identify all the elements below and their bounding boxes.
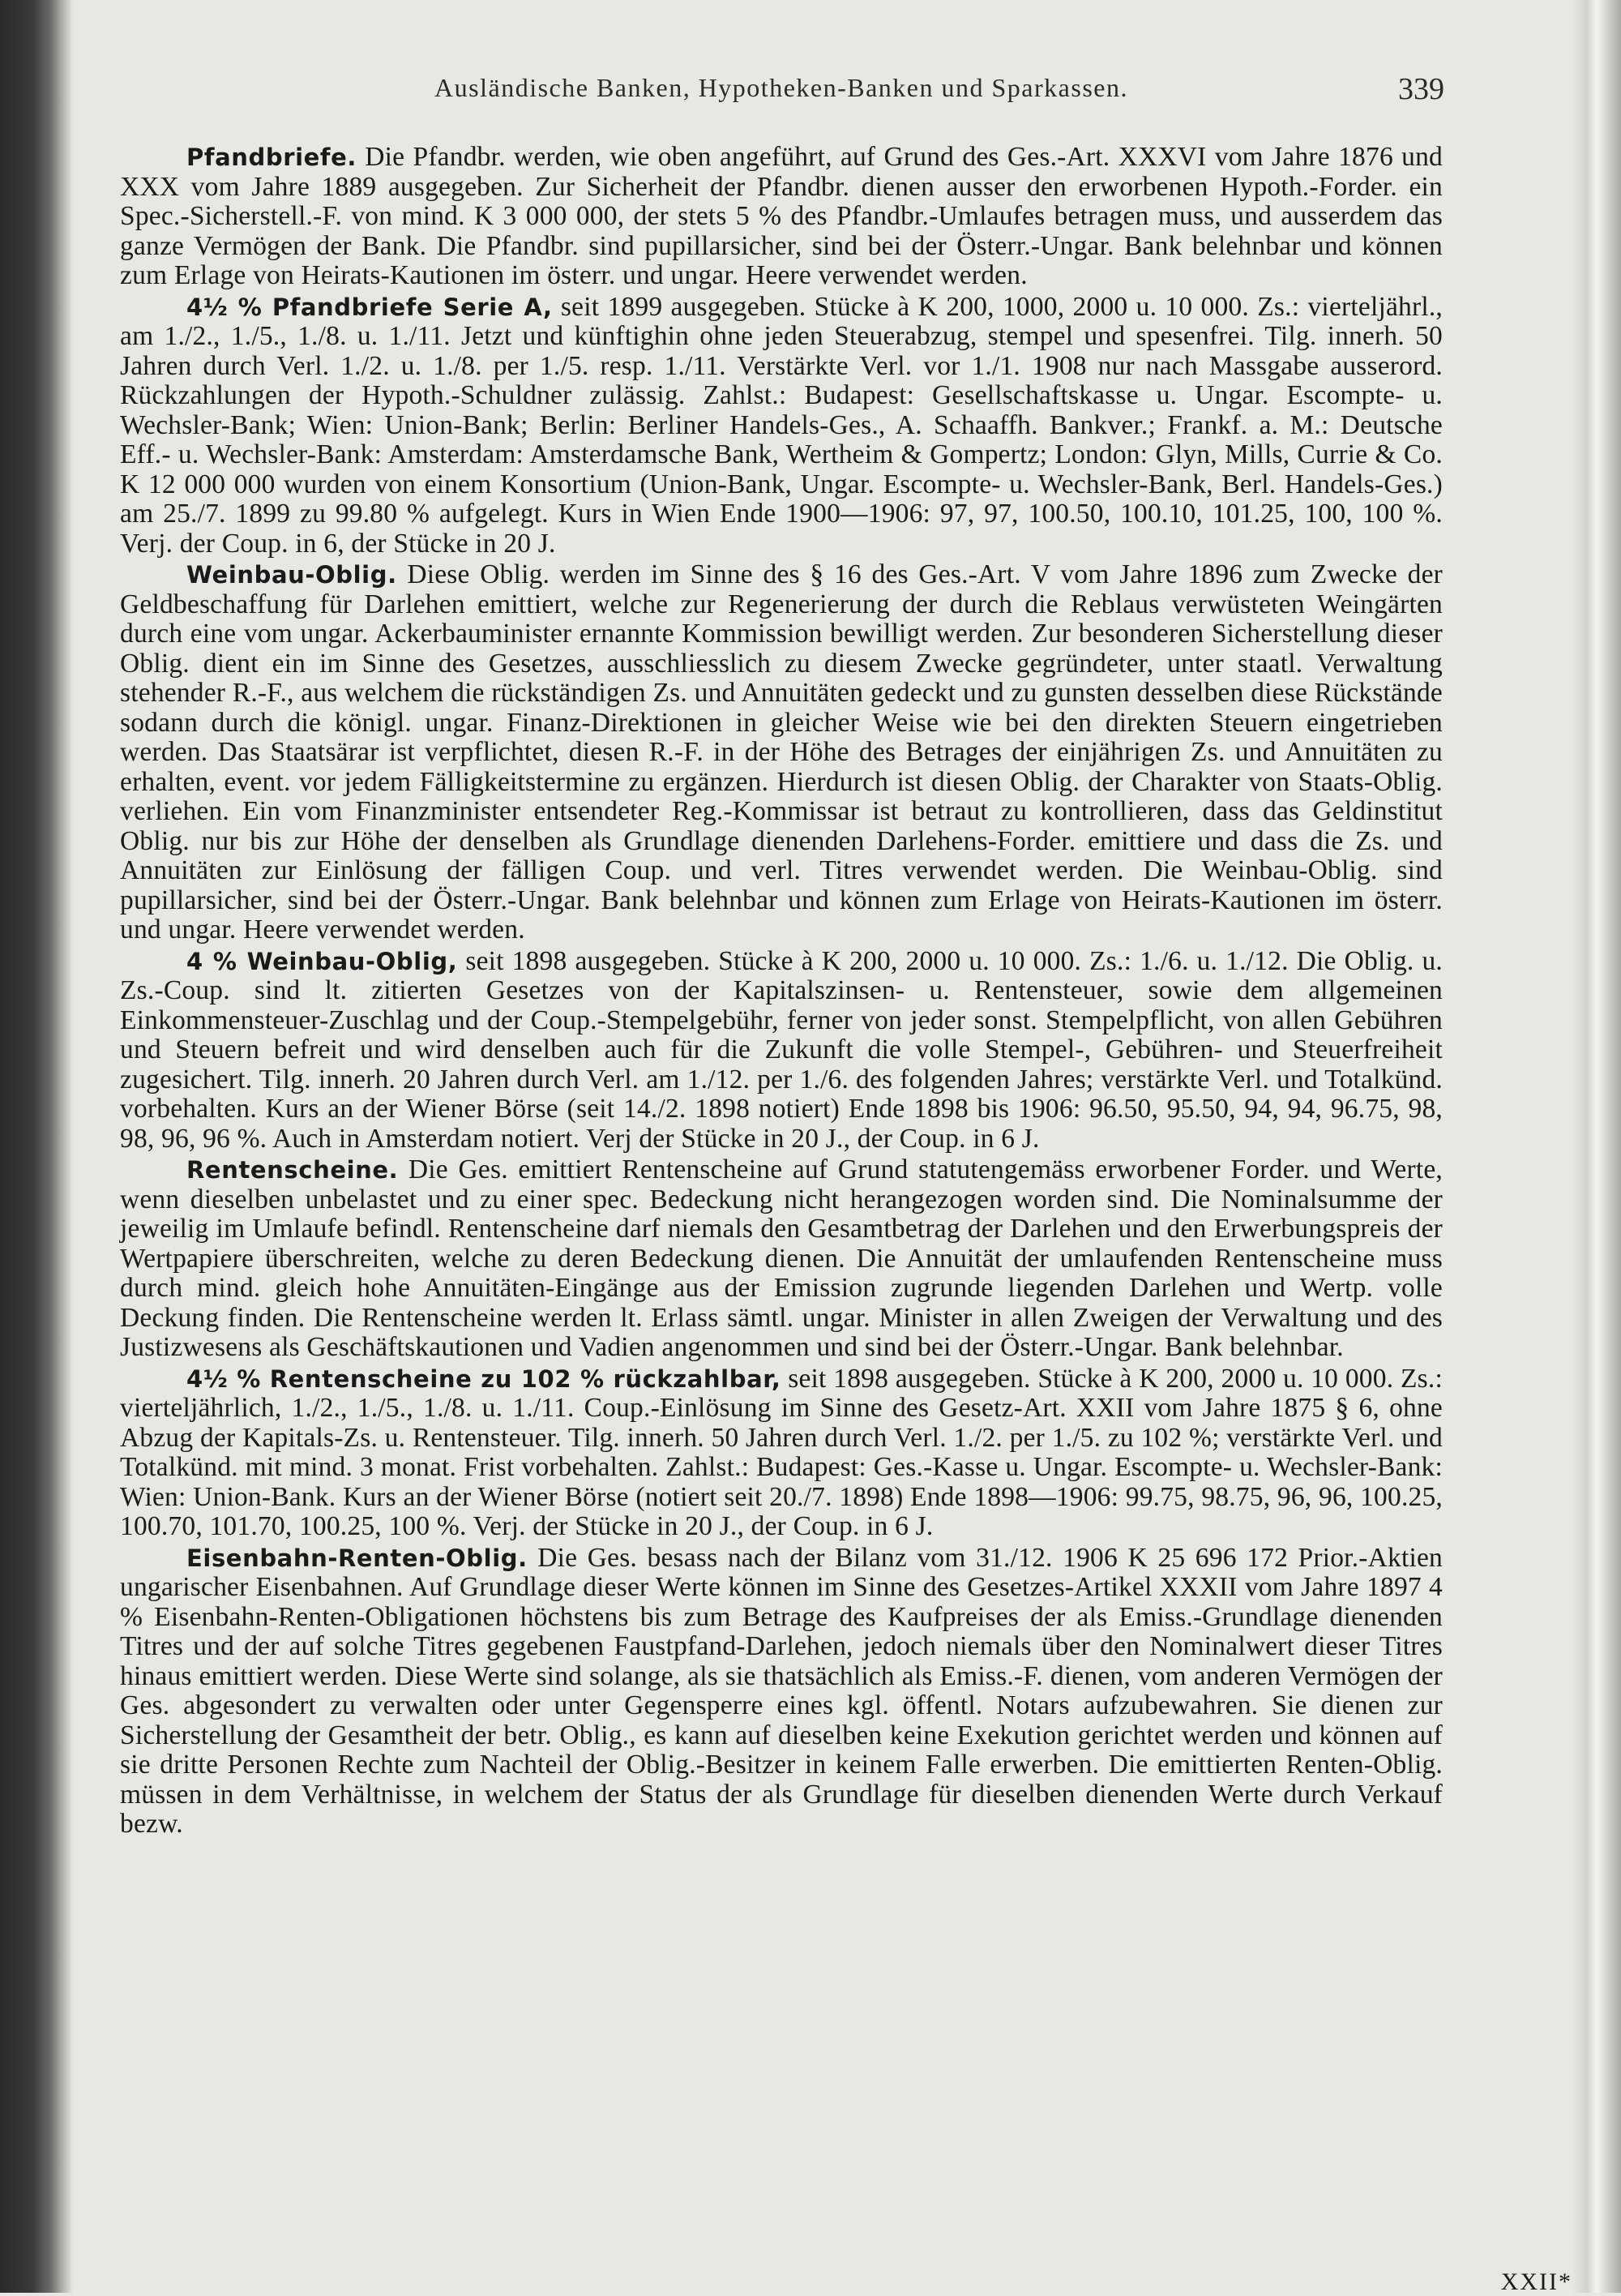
- paragraph-text: Die Ges. emittiert Rentenscheine auf Grund statutengemäss erworbener Forder. und Werte, wenn dieselben unbelastet und zu einer spec. Bedeckung nicht herangezogen worden sind. Die Nominalsumme der jeweilig im Umlaufe befindl. Rentenscheine darf niemals den Gesamtbetrag der Darlehen und den Erwerbungspreis der Wertpapiere überschreiten, welche zu deren Bedeckung dienen. Die Annuität der umlaufenden Rentenscheine muss durch mind. gleich hohe Annuitäten-Eingänge aus der Emission zugrunde liegenden Darlehen und Wertp. volle Deckung finden. Die Rentenscheine werden lt. Erlass sämtl. ungar. Minister in allen Zweigen der Verwaltung und des Justizwesens als Geschäftskautionen und Vadien angenommen und sind bei der Österr.-Ungar. Bank belehnbar.: [120, 1154, 1443, 1362]
- paragraph-text: Die Ges. besass nach der Bilanz vom 31./12. 1906 K 25 696 172 Prior.-Aktien ungarischer Eisenbahnen. Auf Grundlage dieser Werte können im Sinne des Gesetzes-Artikel XXXII vom Jahre 1897 4 % Eisenbahn-Renten-Obligationen höchstens bis zum Betrage des Kaufpreises der als Emiss.-Grundlage dienenden Titres und der auf solche Titres gegebenen Faustpfand-Darlehen, jedoch niemals über den Nominalwert dieser Titres hinaus emittiert werden. Diese Werte sind solange, als sie thatsächlich als Emiss.-F. dienen, vom anderen Vermögen der Ges. abgesondert zu verwalten oder unter Gegensperre eines kgl. öffentl. Notars aufzubewahren. Sie dienen zur Sicherstellung der Gesamtheit der betr. Oblig., es kann auf dieselben keine Exekution gerichtet werden und können auf sie dritte Personen Rechte zum Nachteil der Oblig.-Besitzer in keinem Falle erwerben. Die emittierten Renten-Oblig. müssen in dem Verhältnisse, in welchem der Status der als Grundlage für dieselben dienenden Werte durch Verkauf bezw.: [120, 1542, 1443, 1839]
- paragraph-text: seit 1898 ausgegeben. Stücke à K 200, 2000 u. 10 000. Zs.: vierteljährlich, 1./2., 1./5., 1./8. u. 1./11. Coup.-Einlösung im Sinne des Gesetz-Art. XXII vom Jahre 1875 § 6, ohne Abzug der Kapitals-Zs. u. Rentensteuer. Tilg. innerh. 50 Jahren durch Verl. 1./2. per 1./5. zu 102 %; verstärkte Verl. und Totalkünd. mit mind. 3 monat. Frist vorbehalten. Zahlst.: Budapest: Ges.-Kasse u. Ungar. Escompte- u. Wechsler-Bank: Wien: Union-Bank. Kurs an der Wiener Börse (notiert seit 20./7. 1898) Ende 1898—1906: 99.75, 98.75, 96, 96, 100.25, 100.70, 101.70, 100.25, 100 %. Verj. der Stücke in 20 J., der Coup. in 6 J.: [120, 1363, 1443, 1541]
- paragraph-pfandbriefe-serie-a: [120, 293, 1443, 559]
- book-binding-shadow: [0, 0, 73, 2293]
- section-heading: 4 % Weinbau-Oblig,: [186, 947, 458, 975]
- paragraph-text: Die Pfandbr. werden, wie oben angeführt, auf Grund des Ges.-Art. XXXVI vom Jahre 1876 und XXX vom Jahre 1889 ausgegeben. Zur Sicherheit der Pfandbr. dienen ausser den erworbenen Hypoth.-Forder. ein Spec.-Sicherstell.-F. von mind. K 3 000 000, der stets 5 % des Pfandbr.-Umlaufes betragen muss, und ausserdem das ganze Vermögen der Bank. Die Pfandbr. sind pupillarsicher, sind bei der Österr.-Ungar. Bank belehnbar und können zum Erlage von Heirats-Kautionen im österr. und ungar. Heere verwendet werden.: [120, 142, 1443, 290]
- body-text: [120, 143, 1443, 1840]
- section-heading: Pfandbriefe.: [186, 144, 357, 171]
- paragraph-text: Diese Oblig. werden im Sinne des § 16 des Ges.-Art. V vom Jahre 1896 zum Zwecke der Geldbeschaffung für Darlehen emittiert, welche zur Regenerierung der durch die Reblaus verwüsteten Weingärten durch eine vom ungar. Ackerbauminister ernannte Kommission bewilligt werden. Zur besonderen Sicherstellung dieser Oblig. dient ein im Sinne des Gesetzes, ausschliesslich zu diesem Zwecke gegründeter, unter staatl. Verwaltung stehender R.-F., aus welchem die rückständigen Zs. und Annuitäten gedeckt und zu gunsten desselben diese Rückstände sodann durch die königl. ungar. Finanz-Direktionen in gleicher Weise wie bei den direkten Steuern eingetrieben werden. Das Staatsärar ist verpflichtet, diesen R.-F. in der Höhe des Betrages der einjährigen Zs. und Annuitäten zu erhalten, event. vor jedem Fälligkeitstermine zu ergänzen. Hierdurch ist diesen Oblig. der Charakter von Staats-Oblig. verliehen. Ein vom Finanzminister entsendeter Reg.-Kommissar ist betraut zu kontrollieren, dass das Geldinstitut Oblig. nur bis zur Höhe der denselben als Grundlage dienenden Darlehens-Forder. emittiere und dass die Zs. und Annuitäten zur Einlösung der fälligen Coup. und verl. Titres verwendet werden. Die Weinbau-Oblig. sind pupillarsicher, sind bei der Österr.-Ungar. Bank belehnbar und können zum Erlage von Heirats-Kautionen im österr. und ungar. Heere verwendet werden.: [120, 559, 1443, 945]
- section-heading: 4½ % Rentenscheine zu 102 % rückzahlbar,: [186, 1364, 781, 1393]
- running-title: Ausländische Banken, Hypotheken-Banken und Sparkassen.: [434, 73, 1128, 102]
- paragraph-eisenbahn-renten: [120, 1544, 1443, 1840]
- paragraph-rentenscheine: [120, 1155, 1443, 1363]
- paragraph-weinbau-oblig-4pct: [120, 947, 1443, 1154]
- paragraph-pfandbriefe: [120, 143, 1443, 291]
- section-heading: 4½ % Pfandbriefe Serie A,: [186, 293, 553, 321]
- page-number: 339: [1398, 72, 1444, 106]
- document-page: [120, 57, 1443, 1841]
- paragraph-text: seit 1899 ausgegeben. Stücke à K 200, 1000, 2000 u. 10 000. Zs.: vierteljährl., am 1./2., 1./5., 1./8. u. 1./11. Jetzt und künftighin ohne jeden Steuerabzug, stempel und spesenfrei. Tilg. innerh. 50 Jahren durch Verl. 1./2. u. 1./8. per 1./5. resp. 1./11. Verstärkte Verl. vor 1./1. 1908 nur nach Massgabe ausserord. Rückzahlungen der Hypoth.-Schuldner zulässig. Zahlst.: Budapest: Gesellschaftskasse u. Ungar. Escompte- u. Wechsler-Bank; Wien: Union-Bank; Berlin: Berliner Handels-Ges., A. Schaaffh. Bankver.; Frankf. a. M.: Deutsche Eff.- u. Wechsler-Bank: Amsterdam: Amsterdamsche Bank, Wertheim & Gompertz; London: Glyn, Mills, Currie & Co. K 12 000 000 wurden von einem Konsortium (Union-Bank, Ungar. Escompte- u. Wechsler-Bank, Berl. Handels-Ges.) am 25./7. 1899 zu 99.80 % aufgelegt. Kurs in Wien Ende 1900—1906: 97, 97, 100.50, 100.10, 101.25, 100, 100 %. Verj. der Coup. in 6, der Stücke in 20 J.: [120, 291, 1443, 559]
- section-heading: Eisenbahn-Renten-Oblig.: [186, 1544, 528, 1572]
- paragraph-rentenscheine-102: [120, 1364, 1443, 1542]
- section-heading: Rentenscheine.: [186, 1156, 399, 1184]
- paragraph-text: seit 1898 ausgegeben. Stücke à K 200, 2000 u. 10 000. Zs.: 1./6. u. 1./12. Die Oblig. u. Zs.-Coup. sind lt. zitierten Gesetzes von der Kapitalszinsen- u. Rentensteuer, sowie dem allgemeinen Einkommensteuer-Zuschlag und der Coup.-Stempelgebühr, ferner von jeder sonst. Stempelpflicht, von allen Gebühren und Steuern befreit und wird denselben auch für die Zukunft die volle Stempel-, Gebühren- und Steuerfreiheit zugesichert. Tilg. innerh. 20 Jahren durch Verl. am 1./12. per 1./6. des folgenden Jahres; verstärkte Verl. und Totalkünd. vorbehalten. Kurs an der Wiener Börse (seit 14./2. 1898 notiert) Ende 1898 bis 1906: 96.50, 95.50, 94, 94, 96.75, 98, 98, 96, 96 %. Auch in Amsterdam notiert. Verj der Stücke in 20 J., der Coup. in 6 J.: [120, 945, 1444, 1154]
- paragraph-weinbau-oblig: [120, 560, 1443, 945]
- section-heading: Weinbau-Oblig.: [186, 561, 397, 589]
- running-header: [120, 57, 1443, 114]
- signature-mark: XXII*: [1500, 2268, 1572, 2295]
- page-edge: [1572, 0, 1621, 2293]
